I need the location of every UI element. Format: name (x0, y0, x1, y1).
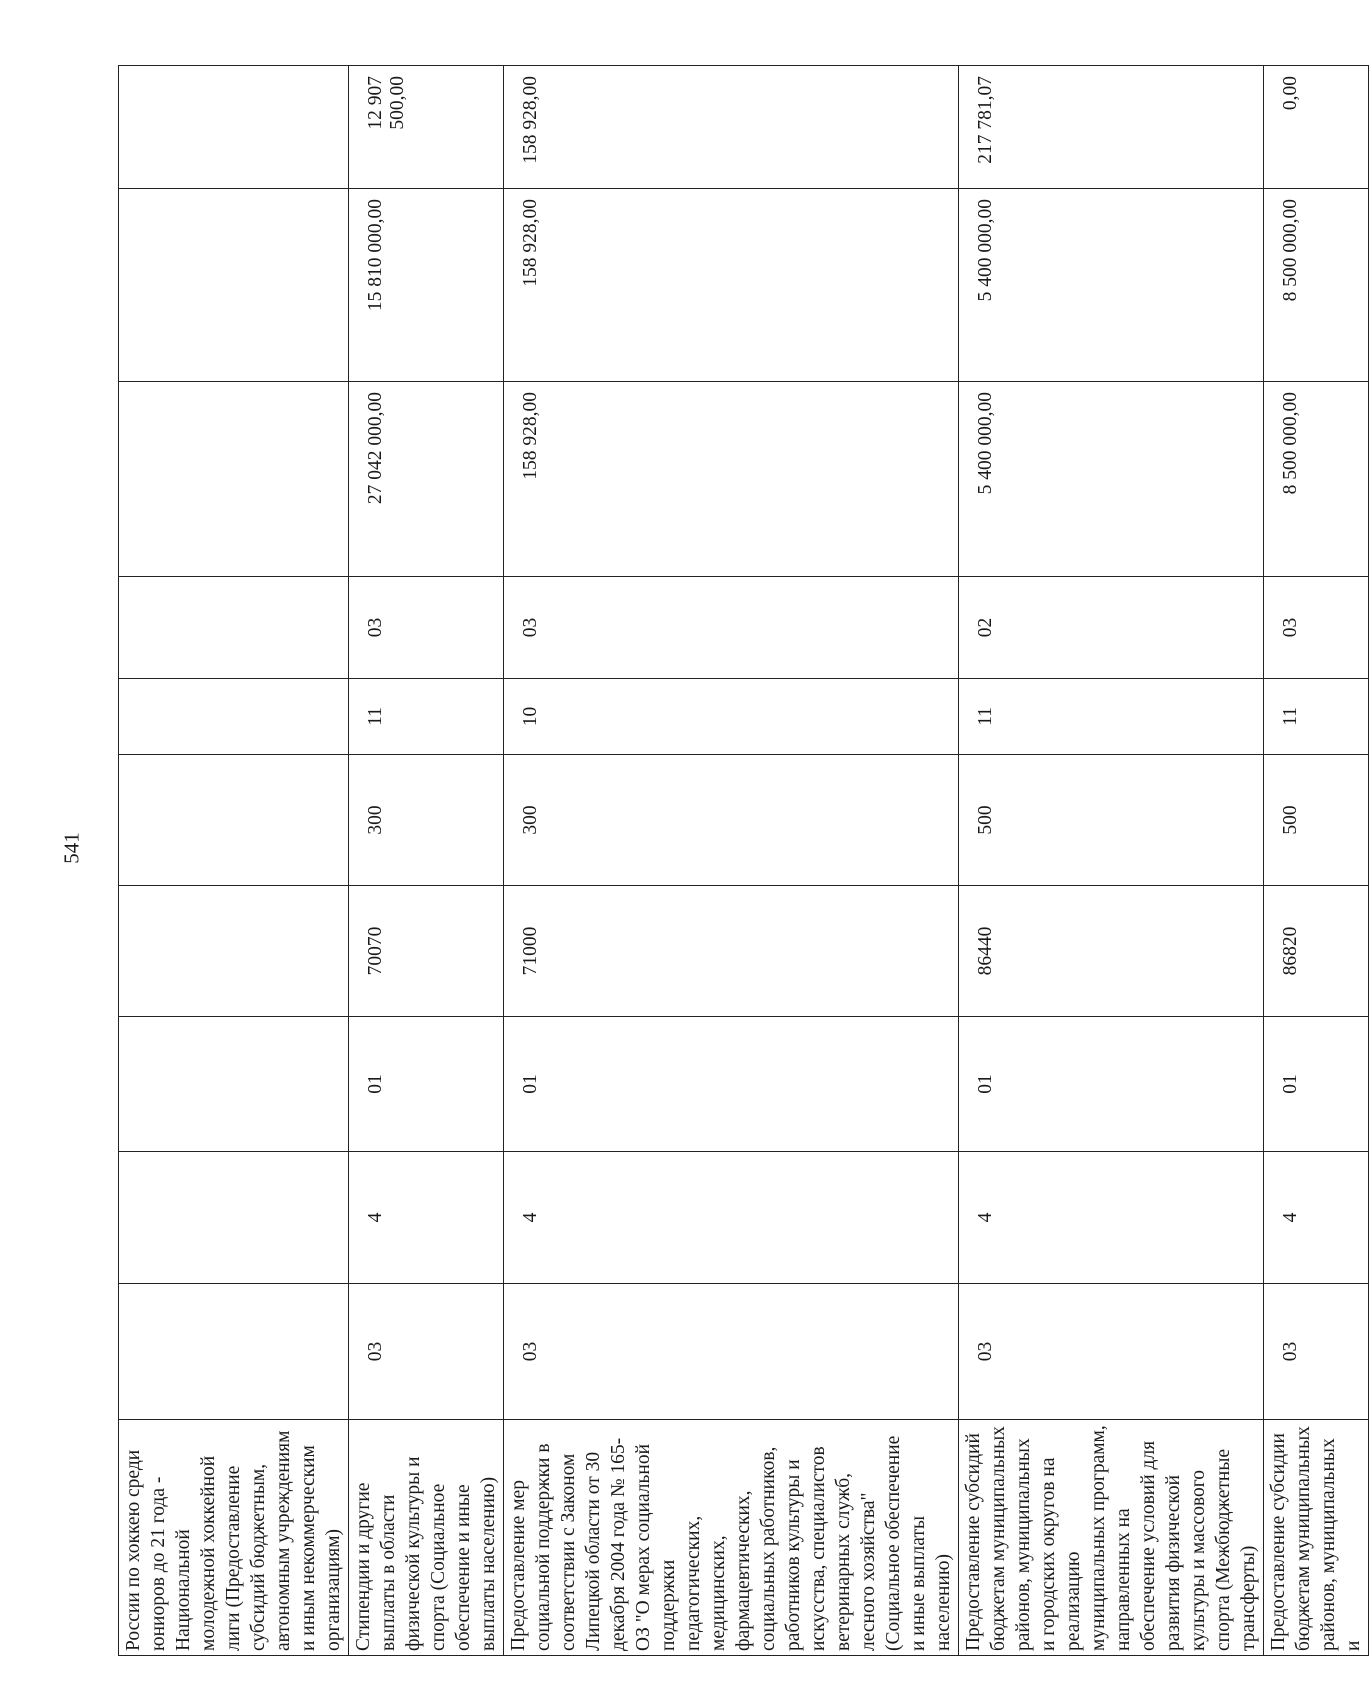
code-4: 70070 (349, 886, 504, 1017)
amount-3: 0,00 (1264, 66, 1369, 189)
code-6: 11 (1264, 679, 1369, 755)
table-row (504, 66, 959, 1656)
amount-1: 8 500 000,00 (1264, 382, 1369, 577)
code-6: 11 (959, 679, 1264, 755)
row-description: Стипендии и другие выплаты в области физической культуры и спорта (Социальное обеспечение и иные выплаты населению) (349, 1420, 504, 1656)
amount-2: 8 500 000,00 (1264, 189, 1369, 382)
amount-1: 27 042 000,00 (349, 382, 504, 577)
amount-3 (119, 66, 349, 189)
amount-3: 217 781,07 (959, 66, 1264, 189)
code-7: 02 (959, 577, 1264, 679)
code-5: 300 (349, 755, 504, 886)
code-3: 01 (504, 1017, 959, 1152)
code-5: 500 (959, 755, 1264, 886)
code-1 (119, 1284, 349, 1420)
code-1: 03 (349, 1284, 504, 1420)
code-4: 86440 (959, 886, 1264, 1017)
code-6 (119, 679, 349, 755)
code-2 (119, 1152, 349, 1284)
code-2: 4 (349, 1152, 504, 1284)
amount-2: 5 400 000,00 (959, 189, 1264, 382)
code-3 (119, 1017, 349, 1152)
row-description: России по хоккею среди юниоров до 21 года - Национальной молодежной хоккейной лиги (Предоставление субсидий бюджетным, автономным учреждениям и иным некоммерческим организациям) (119, 1420, 349, 1656)
code-3: 01 (959, 1017, 1264, 1152)
code-2: 4 (959, 1152, 1264, 1284)
code-2: 4 (1264, 1152, 1369, 1284)
table-row (119, 66, 349, 1656)
row-description: Предоставление субсидии бюджетам муниципальных районов, муниципальных и (1264, 1420, 1369, 1656)
code-4: 86820 (1264, 886, 1369, 1017)
code-5: 300 (504, 755, 959, 886)
table-row (349, 66, 504, 1656)
table-row (959, 66, 1264, 1656)
code-6: 10 (504, 679, 959, 755)
amount-2: 158 928,00 (504, 189, 959, 382)
budget-table-rotated (118, 66, 1364, 1656)
row-description: Предоставление мер социальной поддержки в соответствии с Законом Липецкой области от 30 декабря 2004 года № 165-ОЗ "О мерах социальной поддержки педагогических, медицинских, фармацевтических, социальных работников, работников культуры и искусства, специалистов ветеринарных служб, лесного хозяйства" (Социальное обеспечение и иные выплаты населению) (504, 1420, 959, 1656)
amount-3: 158 928,00 (504, 66, 959, 189)
amount-1: 158 928,00 (504, 382, 959, 577)
code-4 (119, 886, 349, 1017)
amount-1: 5 400 000,00 (959, 382, 1264, 577)
page-number: 541 (59, 832, 84, 864)
code-7 (119, 577, 349, 679)
amount-2 (119, 189, 349, 382)
code-2: 4 (504, 1152, 959, 1284)
code-5 (119, 755, 349, 886)
amount-3: 12 907 500,00 (349, 66, 504, 189)
code-7: 03 (1264, 577, 1369, 679)
table-row (1264, 66, 1369, 1656)
code-4: 71000 (504, 886, 959, 1017)
code-1: 03 (1264, 1284, 1369, 1420)
code-3: 01 (1264, 1017, 1369, 1152)
code-1: 03 (504, 1284, 959, 1420)
code-1: 03 (959, 1284, 1264, 1420)
code-7: 03 (504, 577, 959, 679)
code-5: 500 (1264, 755, 1369, 886)
amount-2: 15 810 000,00 (349, 189, 504, 382)
code-7: 03 (349, 577, 504, 679)
row-description: Предоставление субсидий бюджетам муниципальных районов, муниципальных и городских округов на реализацию муниципальных программ, направленных на обеспечение условий для развития физической культуры и массового спорта (Межбюджетные трансферты) (959, 1420, 1264, 1656)
code-3: 01 (349, 1017, 504, 1152)
code-6: 11 (349, 679, 504, 755)
budget-table (118, 65, 1369, 1656)
amount-1 (119, 382, 349, 577)
